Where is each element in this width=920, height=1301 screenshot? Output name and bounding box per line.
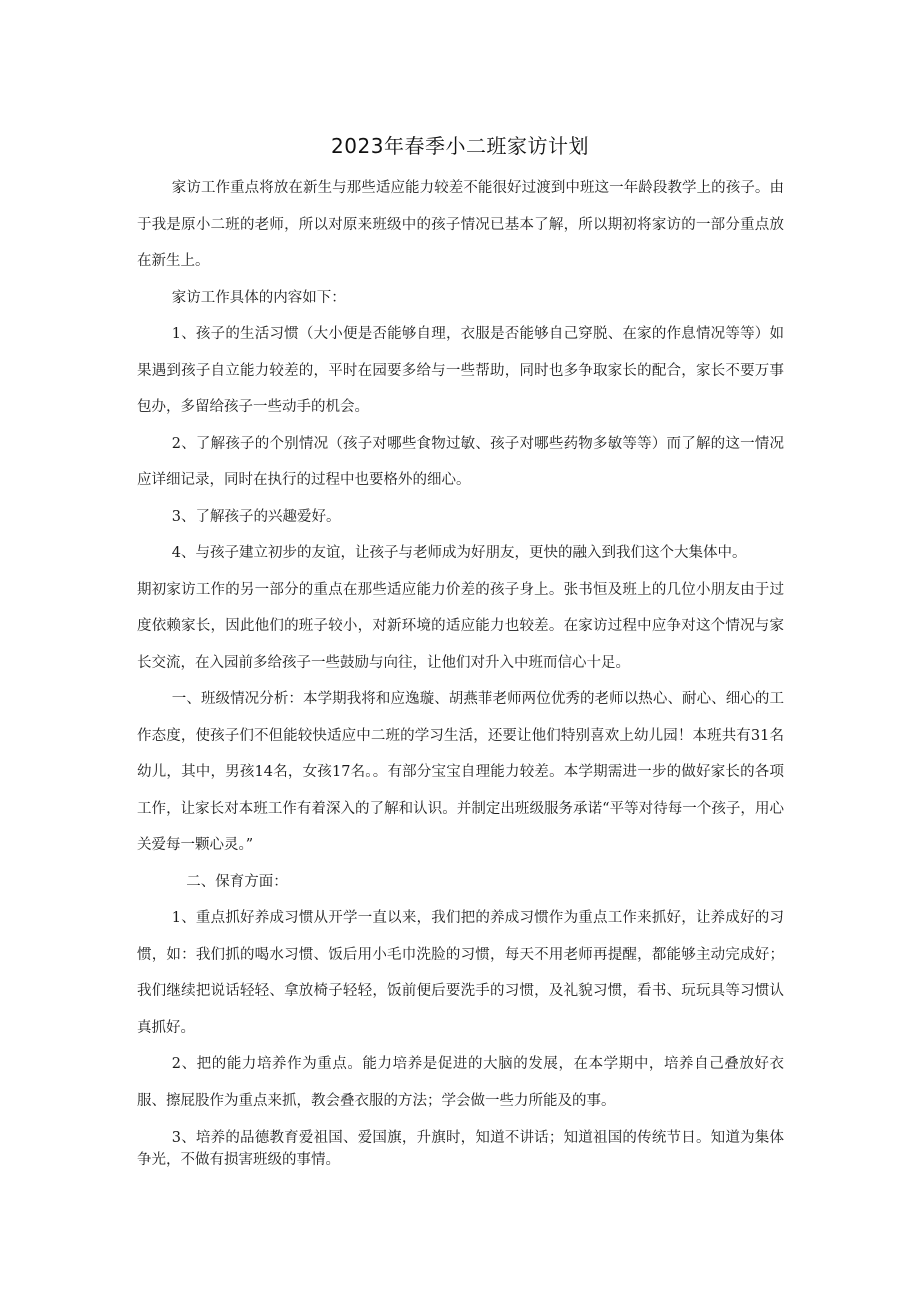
paragraph-care-3: 3、培养的品德教育爱祖国、爱国旗，升旗时，知道不讲话；知道祖国的传统节日。知道为集体争光，不做有损害班级的事情。 [137, 1130, 784, 1168]
paragraph-focus: 期初家访工作的另一部分的重点在那些适应能力价差的孩子身上。张书恒及班上的几位小朋友由于过度依赖家长，因此他们的班子较小，对新环境的适应能力也较差。在家访过程中应争对这个情况与家长交流，在入园前多给孩子一些鼓励与向往，让他们对升入中班而信心十足。 [137, 581, 784, 671]
document-title: 2023年春季小二班家访计划 [331, 134, 589, 158]
paragraph-item-3: 3、了解孩子的兴趣爱好。 [171, 508, 341, 525]
paragraph-care-heading: 二、保育方面： [186, 873, 288, 890]
paragraph-care-2: 2、把的能力培养作为重点。能力培养是促进的大脑的发展，在本学期中，培养自己叠放好衣服、擦屁股作为重点来抓，教会叠衣服的方法；学会做一些力所能及的事。 [137, 1056, 784, 1109]
paragraph-item-1: 1、孩子的生活习惯（大小便是否能够自理，衣服是否能够自己穿脱、在家的作息情况等等）如果遇到孩子自立能力较差的，平时在园要多给与一些帮助，同时也多争取家长的配合，家长不要万事包办，多留给孩子一些动手的机会。 [137, 326, 784, 415]
paragraph-content-heading: 家访工作具体的内容如下： [171, 289, 346, 306]
paragraph-care-1: 1、重点抓好养成习惯从开学一直以来，我们把的养成习惯作为重点工作来抓好，让养成好的习惯，如：我们抓的喝水习惯、饭后用小毛巾洗脸的习惯，每天不用老师再提醒，都能够主动完成好；我们继续把说话轻轻、拿放椅子轻轻，饭前便后要洗手的习惯，及礼貌习惯，看书、玩玩具等习惯认真抓好。 [137, 910, 784, 1036]
paragraph-intro: 家访工作重点将放在新生与那些适应能力较差不能很好过渡到中班这一年龄段教学上的孩子。由于我是原小二班的老师，所以对原来班级中的孩子情况已基本了解，所以期初将家访的一部分重点放在新生上。 [137, 180, 784, 269]
paragraph-item-2: 2、了解孩子的个别情况（孩子对哪些食物过敏、孩子对哪些药物多敏等等）而了解的这一情况应详细记录，同时在执行的过程中也要格外的细心。 [137, 435, 784, 488]
paragraph-class-analysis: 一、班级情况分析：本学期我将和应逸璇、胡燕菲老师两位优秀的老师以热心、耐心、细心的工作态度，使孩子们不但能较快适应中二班的学习生活，还要让他们特别喜欢上幼儿园！本班共有31名幼儿，其中，男孩14名，女孩17名。。有部分宝宝自理能力较差。本学期需进一步的做好家长的各项工作，让家长对本班工作有着深入的了解和认识。并制定出班级服务承诺“平等对待每一个孩子，用心关爱每一颗心灵。” [137, 691, 784, 853]
document-body [137, 170, 784, 1171]
paragraph-item-4: 4、与孩子建立初步的友谊，让孩子与老师成为好朋友，更快的融入到我们这个大集体中。 [171, 545, 747, 561]
